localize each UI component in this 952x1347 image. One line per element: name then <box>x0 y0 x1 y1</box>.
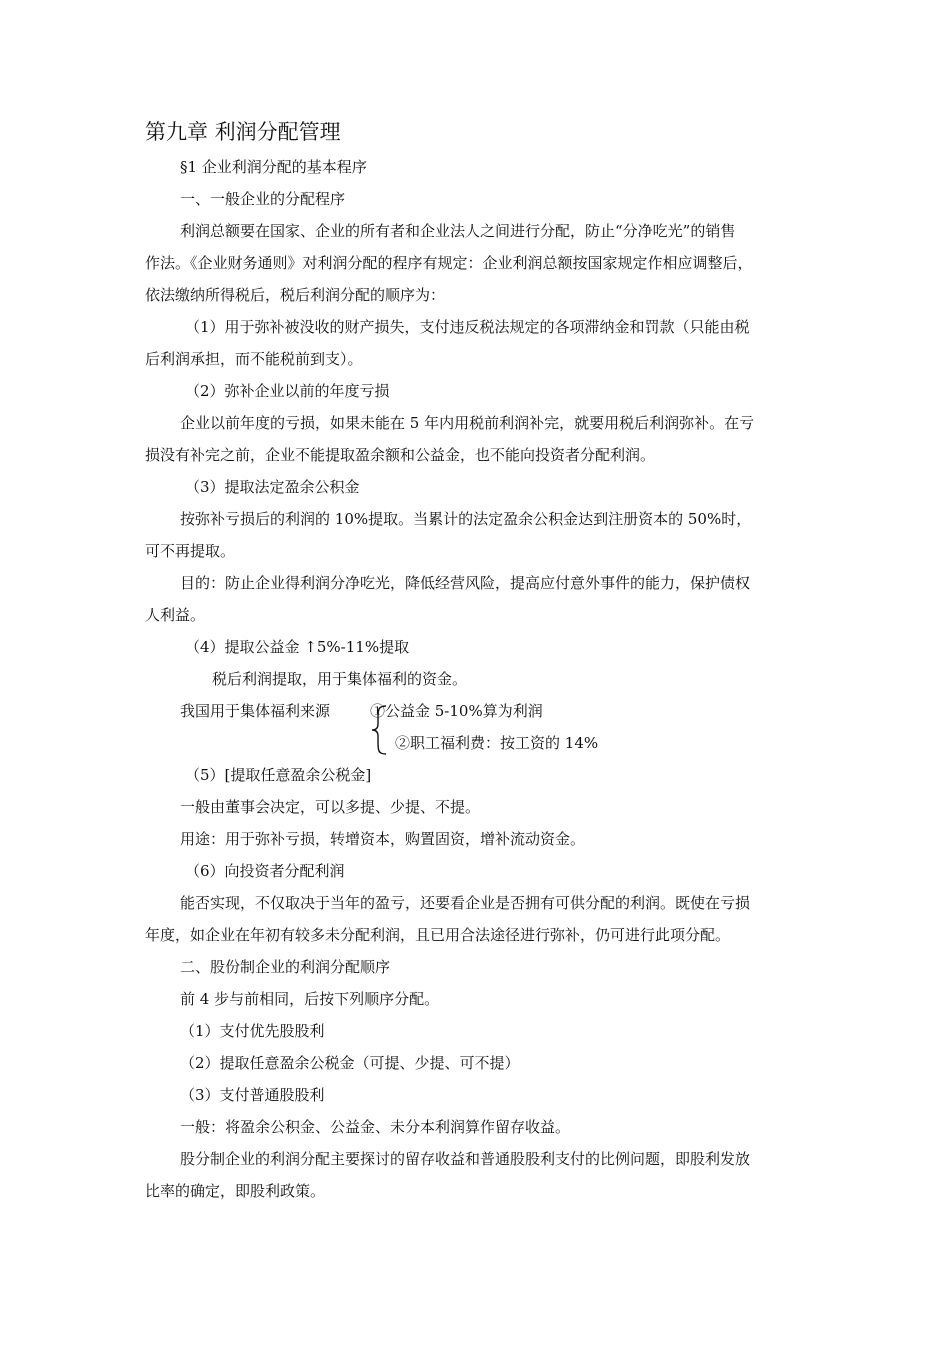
item2-heading: （2）弥补企业以前的年度亏损 <box>185 382 390 400</box>
intro-line-2: 作法。《企业财务通则》对利润分配的程序有规定：企业利润总额按国家规定作相应调整后， <box>145 254 753 272</box>
item3-purpose-line-2: 人利益。 <box>145 606 206 624</box>
welfare-item-2: ②职工福利费：按工资的 14% <box>395 734 599 752</box>
chapter-title: 第九章 利润分配管理 <box>145 120 341 144</box>
intro-line-1: 利润总额要在国家、企业的所有者和企业法人之间进行分配，防止“分净吃光”的销售 <box>180 222 736 240</box>
part2-item-1: （1）支付优先股股利 <box>180 1022 325 1040</box>
item2-line-1: 企业以前年度的亏损，如果未能在 5 年内用税前利润补完，就要用税后利润弥补。在亏 <box>180 414 755 432</box>
item3-line-2: 可不再提取。 <box>145 542 236 560</box>
part2-final-line-2: 比率的确定，即股利政策。 <box>145 1182 326 1200</box>
part2-heading: 二、股份制企业的利润分配顺序 <box>180 958 391 976</box>
welfare-intro: 我国用于集体福利来源 <box>180 702 331 720</box>
item3-heading: （3）提取法定盈余公积金 <box>185 478 360 496</box>
part1-heading: 一、一般企业的分配程序 <box>180 190 346 208</box>
item1-line-2: 后利润承担，而不能税前到支）。 <box>145 350 363 368</box>
part2-final-line-1: 股分制企业的利润分配主要探讨的留存收益和普通股股利支付的比例问题，即股利发放 <box>180 1150 751 1168</box>
item6-heading: （6）向投资者分配利润 <box>185 862 345 880</box>
item2-line-2: 损没有补完之前，企业不能提取盈余额和公益金，也不能向投资者分配利润。 <box>145 446 656 464</box>
item6-line-1: 能否实现，不仅取决于当年的盈亏，还要看企业是否拥有可供分配的利润。既使在亏损 <box>180 894 751 912</box>
item4-text: 税后利润提取，用于集体福利的资金。 <box>212 670 468 688</box>
section-heading: §1 企业利润分配的基本程序 <box>180 158 367 176</box>
item1-line-1: （1）用于弥补被没收的财产损失，支付违反税法规定的各项滞纳金和罚款（只能由税 <box>185 318 750 336</box>
item4-heading: （4）提取公益金 ↑5%-11%提取 <box>185 638 410 656</box>
part2-general: 一般：将盈余公积金、公益金、未分本利润算作留存收益。 <box>180 1118 571 1136</box>
part2-item-3: （3）支付普通股股利 <box>180 1086 325 1104</box>
item5-text-2: 用途：用于弥补亏损，转增资本，购置固资，增补流动资金。 <box>180 830 586 848</box>
item5-heading: （5）[提取任意盈余公税金] <box>185 766 372 784</box>
intro-line-3: 依法缴纳所得税后，税后利润分配的顺序为： <box>145 286 446 304</box>
part2-item-2: （2）提取任意盈余公税金（可提、少提、可不提） <box>180 1054 520 1072</box>
item5-text-1: 一般由董事会决定，可以多提、少提、不提。 <box>180 798 481 816</box>
item3-purpose-line-1: 目的：防止企业得利润分净吃光，降低经营风险，提高应付意外事件的能力，保护债权 <box>180 574 751 592</box>
item3-line-1: 按弥补亏损后的利润的 10%提取。当累计的法定盈余公积金达到注册资本的 50%时， <box>180 510 752 528</box>
part2-intro: 前 4 步与前相同，后按下列顺序分配。 <box>180 990 440 1008</box>
item6-line-2: 年度，如企业在年初有较多未分配利润，且已用合法途径进行弥补，仍可进行此项分配。 <box>145 926 731 944</box>
welfare-item-1: ①公益金 5-10%算为利润 <box>370 702 543 720</box>
